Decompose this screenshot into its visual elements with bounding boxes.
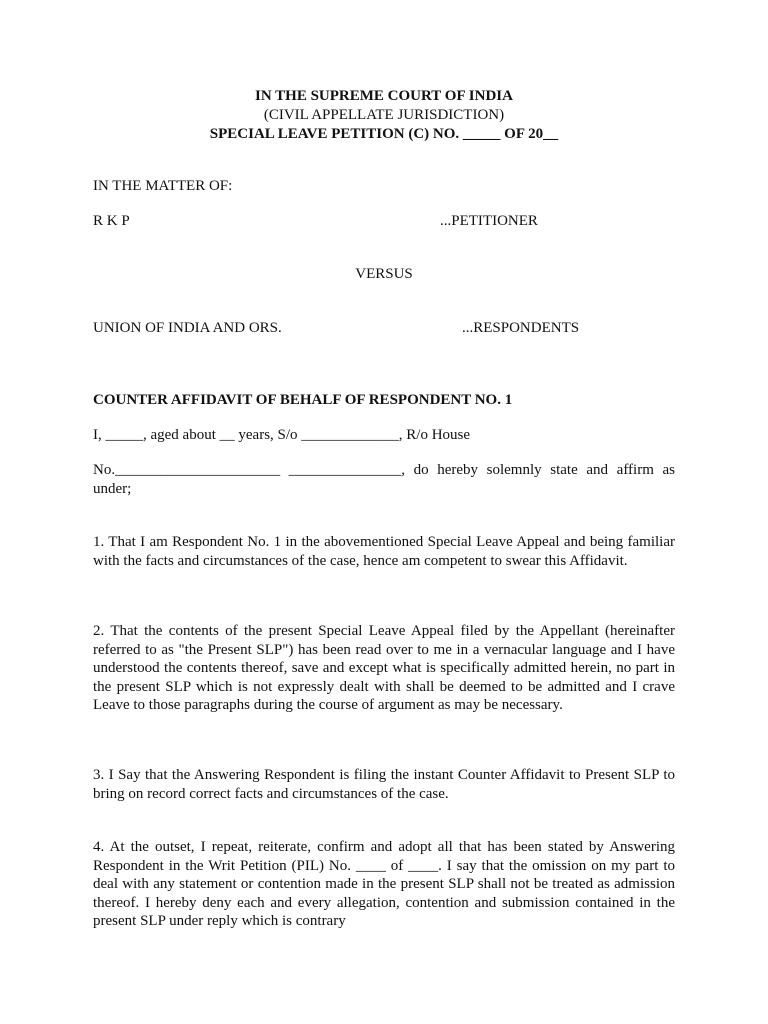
affidavit-intro-line1: I, _____, aged about __ years, S/o _____________, R/o House [93, 427, 471, 443]
jurisdiction: (CIVIL APPELLATE JURISDICTION) [263, 107, 505, 123]
matter-label: IN THE MATTER OF: [93, 178, 233, 194]
versus-label: VERSUS [355, 266, 413, 282]
court-name: IN THE SUPREME COURT OF INDIA [255, 88, 513, 104]
document-header [0, 87, 768, 144]
affidavit-title: COUNTER AFFIDAVIT OF BEHALF OF RESPONDENT NO. 1 [93, 392, 513, 408]
petition-number: SPECIAL LEAVE PETITION (C) NO. _____ OF 20__ [209, 126, 559, 142]
petitioner-role: ...PETITIONER [440, 213, 538, 229]
respondent-name: UNION OF INDIA AND ORS. [93, 320, 282, 336]
paragraph-3: 3. I Say that the Answering Respondent is filing the instant Counter Affidavit to Present SLP to bring on record correct facts and circumstances of the case. [93, 767, 675, 802]
paragraph-2: 2. That the contents of the present Special Leave Appeal filed by the Appellant (hereinafter referred to as "the Present SLP") has been read over to me in a vernacular language and I have understood the contents thereof, save and except what is specifically admitted herein, no part in the present SLP which is not expressly dealt with shall be deemed to be admitted and I crave Leave to those paragraphs during the course of argument as may be necessary. [93, 623, 675, 713]
affidavit-intro-line2: No.______________________ _______________, do hereby solemnly state and affirm as under; [93, 462, 675, 497]
respondent-role: ...RESPONDENTS [462, 320, 580, 336]
paragraph-1: 1. That I am Respondent No. 1 in the abovementioned Special Leave Appeal and being familiar with the facts and circumstances of the case, hence am competent to swear this Affidavit. [93, 534, 675, 569]
petitioner-name: R K P [93, 213, 130, 229]
paragraph-4: 4. At the outset, I repeat, reiterate, confirm and adopt all that has been stated by Answering Respondent in the Writ Petition (PIL) No. ____ of ____. I say that the omission on my part to deal with any statement or contention made in the present SLP shall not be treated as admission thereof. I hereby deny each and every allegation, contention and submission contained in the present SLP under reply which is contrary [93, 839, 675, 929]
